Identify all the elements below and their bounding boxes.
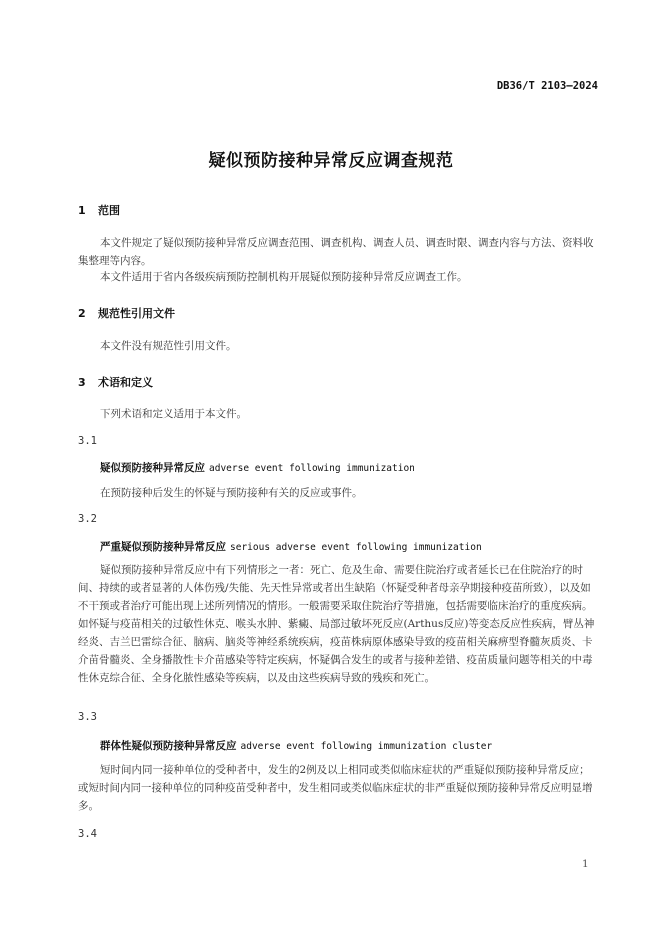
section-3-heading <box>78 374 153 390</box>
term-chinese: 群体性疑似预防接种异常反应 <box>100 740 237 752</box>
section-number: 3 <box>78 376 86 389</box>
term-english: adverse event following immunization <box>209 463 415 474</box>
term-english: serious adverse event following immunization <box>230 542 482 553</box>
section-1-paragraph-1: 本文件规定了疑似预防接种异常反应调查范围、调查机构、调查人员、调查时限、调查内容与方法、资料收集整理等内容。 <box>78 237 594 267</box>
term-3-2-definition: 疑似预防接种异常反应中有下列情形之一者：死亡、危及生命、需要住院治疗或者延长已在住院治疗的时间、持续的或者显著的人体伤残/失能、先天性异常或者出生缺陷（怀疑受种者母亲孕期接种疫苗所致），以及如不干预或者治疗可能出现上述所列情况的情形。一般需要采取住院治疗等措施，包括需要临床治疗的重度疾病。如怀疑与疫苗相关的过敏性休克、喉头水肿、紫癜、局部过敏坏死反应(Arthus反应)等变态反应性疾病，臂丛神经炎、吉兰巴雷综合征、脑病、脑炎等神经系统疾病，疫苗株病原体感染导致的疫苗相关麻痹型脊髓灰质炎、卡介苗骨髓炎、全身播散性卡介苗感染等特定疾病，怀疑偶合发生的或者与接种差错、疫苗质量问题等相关的中毒性休克综合征、全身化脓性感染等疾病，以及由这些疾病导致的残疾和死亡。 <box>78 564 595 684</box>
term-chinese: 严重疑似预防接种异常反应 <box>100 541 226 553</box>
section-3-paragraph-1: 下列术语和定义适用于本文件。 <box>100 408 247 420</box>
section-1-heading <box>78 202 120 218</box>
term-3-2-number: 3.2 <box>78 513 97 525</box>
term-3-3-heading <box>100 738 492 753</box>
term-3-3-number: 3.3 <box>78 711 97 723</box>
term-3-1-heading <box>100 460 415 475</box>
section-number: 1 <box>78 204 86 217</box>
term-chinese: 疑似预防接种异常反应 <box>100 462 205 474</box>
term-3-3-definition: 短时间内同一接种单位的受种者中，发生的2例及以上相同或类似临床症状的严重疑似预防接种异常反应；或短时间内同一接种单位的同种疫苗受种者中，发生相同或类似临床症状的非严重疑似预防接种异常反应明显增多。 <box>78 764 593 812</box>
section-title: 范围 <box>98 204 120 217</box>
document-title: 疑似预防接种异常反应调查规范 <box>208 151 454 171</box>
section-1-paragraph-2: 本文件适用于省内各级疾病预防控制机构开展疑似预防接种异常反应调查工作。 <box>100 271 468 283</box>
term-3-1-definition: 在预防接种后发生的怀疑与预防接种有关的反应或事件。 <box>100 487 363 499</box>
standard-code: DB36/T 2103—2024 <box>496 80 598 92</box>
term-3-2-heading <box>100 539 482 554</box>
term-english: adverse event following immunization cluster <box>240 741 493 752</box>
section-2-heading <box>78 305 175 321</box>
section-2-paragraph-1: 本文件没有规范性引用文件。 <box>100 340 237 352</box>
section-number: 2 <box>78 307 86 320</box>
section-title: 规范性引用文件 <box>98 307 175 320</box>
page-number: 1 <box>582 858 589 870</box>
section-title: 术语和定义 <box>98 376 153 389</box>
term-3-4-number: 3.4 <box>78 828 97 840</box>
term-3-1-number: 3.1 <box>78 435 97 447</box>
